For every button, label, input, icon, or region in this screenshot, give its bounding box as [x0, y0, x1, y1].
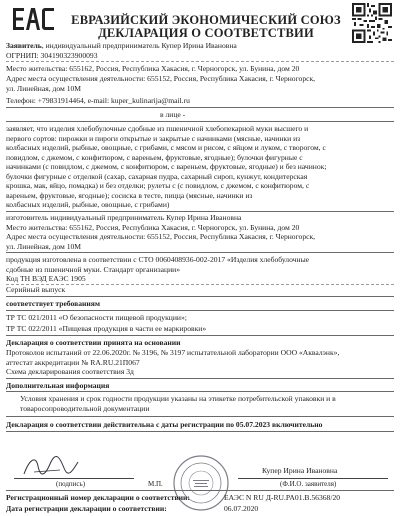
signature-line	[14, 478, 134, 479]
manufacturer-line-4: ул. Линейная, дом 10М	[6, 241, 82, 251]
face-label: в лице -	[160, 110, 186, 119]
stamp-caption: М.П.	[148, 480, 163, 488]
declares-line-8: вареньем, фруктовые, ягодные); сосиска в тесте, пицца (мясные, начинки из	[6, 190, 253, 200]
registration-number-label: Регистрационный номер декларации о соответствии:	[6, 493, 190, 502]
declaration-title: ДЕКЛАРАЦИЯ О СООТВЕТСТВИИ	[98, 26, 314, 40]
divider	[6, 416, 394, 417]
divider	[6, 296, 394, 297]
registration-date: 06.07.2020	[224, 504, 259, 513]
registration-number: ЕАЭС N RU Д-RU.PA01.B.56368/20	[224, 493, 341, 502]
divider	[6, 490, 394, 491]
divider	[6, 378, 394, 379]
serial-release: Серийный выпуск	[6, 285, 66, 294]
additional-line-1: Условия хранения и срок годности продукции указаны на этикетке потребительской упаковки и в	[20, 394, 336, 403]
declares-line-6: булочки фигурные с отделкой (сахар, сахарная пудра, сахарный сироп, кунжут, кондитерская	[6, 171, 308, 181]
divider	[6, 121, 394, 122]
divider	[6, 107, 394, 108]
declares-line-1: заявляет, что изделия хлебобулочные сдобные из пшеничной хлебопекарной муки высшего и	[6, 124, 309, 133]
divider	[6, 61, 394, 62]
basis-line-1: Протоколов испытаний от 22.06.2020г. № 3196, № 3197 испытательной лаборатории ООО «Аквалэнк»,	[6, 348, 340, 357]
manufacturer-line-3: Адрес места осуществления деятельности: 655152, Россия, Республика Хакасия, г. Черногорск,	[6, 232, 316, 241]
tn-ved-code: Код ТН ВЭД ЕАЭС 1905	[6, 274, 86, 283]
applicant-name: Купер Ирина Ивановна	[262, 466, 338, 475]
additional-line-2: товаросопроводительной документации	[20, 404, 150, 413]
basis-label: Декларация о соответствии принята на основании	[6, 338, 181, 347]
divider	[6, 252, 394, 253]
divider	[6, 431, 394, 432]
seal-stamp	[172, 454, 230, 512]
basis-line-2: аттестат аккредитации № RA.RU.21П067	[6, 357, 140, 367]
validity-text: Декларация о соответствии действительна с даты регистрации по 05.07.2023 включительно	[6, 420, 323, 429]
production-line-1: продукция изготовлена в соответствии с СТО 0060408936-002-2017 «Изделия хлебобулочные	[6, 255, 310, 264]
divider	[6, 391, 394, 392]
manufacturer-line-1: изготовитель индивидуальный предприниматель Купер Ирина Ивановна	[6, 213, 242, 222]
declares-line-9: колбасных изделий, рыбные, овощные, с грибами)	[6, 200, 170, 209]
declares-line-7: крошка, мак, яйцо, помадка) и без отделки; рулеты с (с повидлом, с джемом, с конфитюром, с	[6, 181, 310, 190]
declares-line-5: начинками (с повидлом, с джемом, с конфитюром, с вареньем, фруктовые, ягодные) и без начинок;	[6, 162, 327, 171]
applicant-activity-address-cont: ул. Линейная, дом 10М	[6, 84, 82, 93]
ogrnip: ОГРНИП: 304190323900093	[6, 51, 98, 60]
divider	[6, 335, 394, 336]
name-caption: (Ф.И.О. заявителя)	[280, 480, 337, 488]
manufacturer-line-2: Место жительства: 655162, Россия, Республика Хакасия, г. Черногорск, ул. Бунина, дом 20	[6, 222, 300, 232]
applicant-text: , индивидуальный предприниматель Купер Ирина Ивановна	[41, 41, 237, 50]
requirement-item-2: ТР ТС 022/2011 «Пищевая продукция в части ее маркировки»	[6, 324, 207, 333]
signature-caption: (подпись)	[56, 480, 86, 488]
additional-label: Дополнительная информация	[6, 381, 110, 390]
registration-date-label: Дата регистрации декларации о соответствии:	[6, 504, 167, 513]
qr-code	[352, 3, 392, 43]
name-line	[238, 478, 388, 479]
applicant-line	[6, 41, 237, 51]
divider	[6, 211, 394, 212]
divider	[6, 310, 394, 311]
applicant-activity-address: Адрес места осуществления деятельности: 655152, Россия, Республика Хакасия, г. Черногорск,	[6, 74, 316, 83]
union-title: ЕВРАЗИЙСКИЙ ЭКОНОМИЧЕСКИЙ СОЮЗ	[71, 13, 341, 27]
basis-line-3: Схема декларирования соответствия 3д	[6, 367, 134, 376]
requirement-item-1: ТР ТС 021/2011 «О безопасности пищевой продукции»;	[6, 313, 187, 322]
requirements-label: соответствует требованиям	[6, 299, 101, 308]
eac-logo	[12, 6, 56, 32]
declares-line-2: первого сортов: пирожки и пироги открытые и закрытые с начинками (мясные, начинки из	[6, 133, 301, 143]
declares-line-3: колбасных изделий, рыбные, овощные, с грибами, с мясом и рисом, с яйцом и луком, с творогом, с	[6, 143, 326, 152]
production-line-2: сдобные из пшеничной муки. Стандарт организации»	[6, 264, 181, 274]
declares-line-4: повидлом, с джемом, с конфитюром, с вареньем, фруктовые, ягодные); булочки фигурные с	[6, 152, 303, 162]
applicant-contacts: Телефон: +79831914464, e-mail: kuper_kulinarija@mail.ru	[6, 96, 190, 105]
applicant-residence: Место жительства: 655162, Россия, Республика Хакасия, г. Черногорск, ул. Бунина, дом 20	[6, 64, 300, 73]
applicant-label: Заявитель	[6, 41, 42, 50]
